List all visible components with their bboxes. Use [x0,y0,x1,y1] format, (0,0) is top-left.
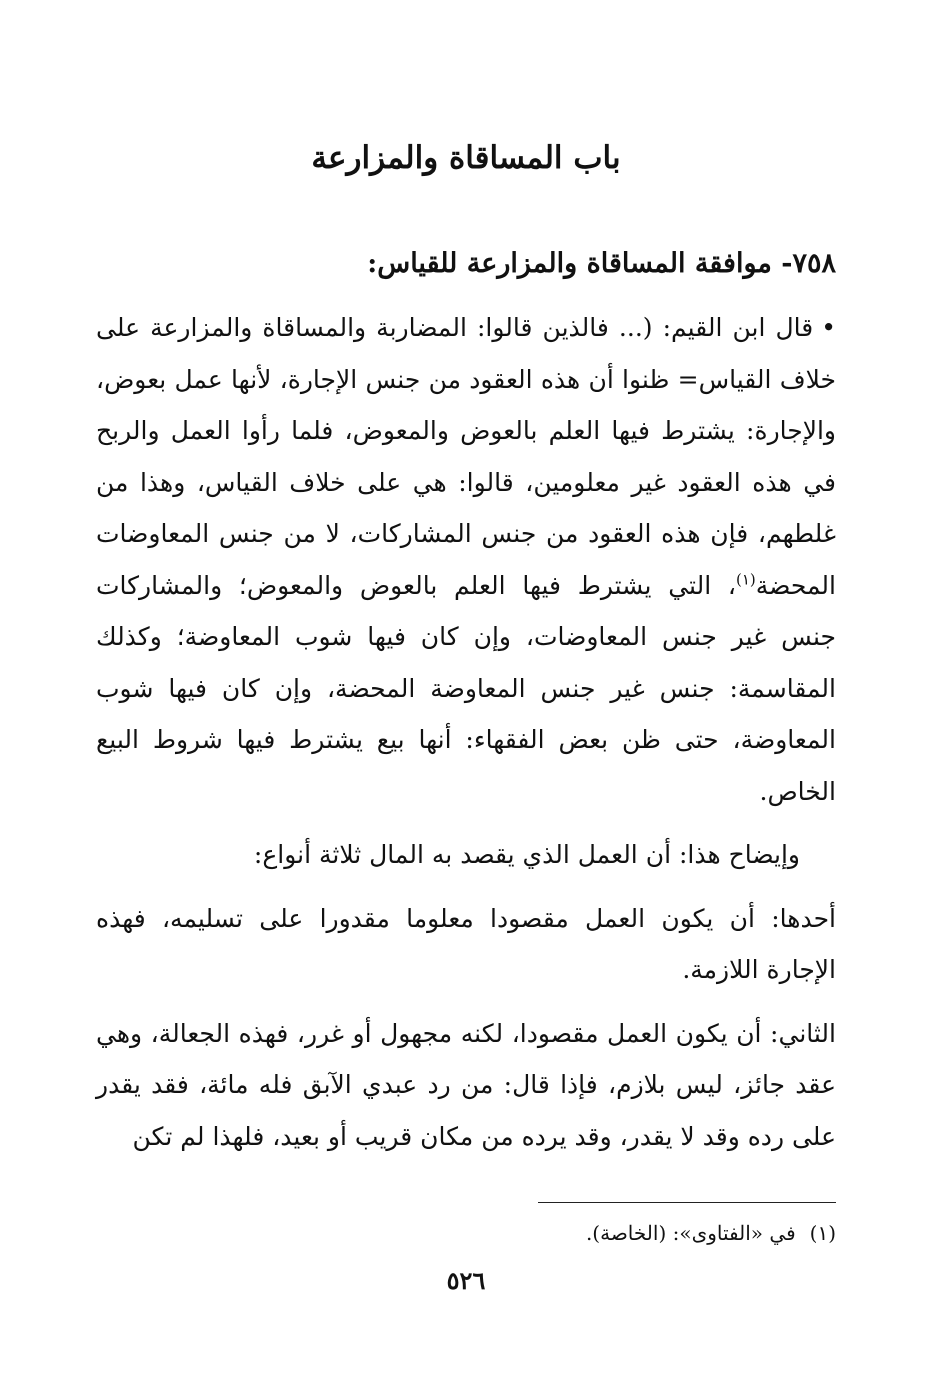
quote-text-part2: ، التي يشترط فيها العلم بالعوض والمعوض؛ والمشاركات جنس غير جنس المعاوضات، وإن كان فيها شوب المعاوضة؛ وكذلك المقاسمة: جنس غير جنس المعاوضة المحضة، وإن كان فيها شوب المعاوضة، حتى ظن بعض الفقهاء: أنها بيع يشترط فيها شروط البيع الخاص. [96,570,836,806]
footnote-text: في «الفتاوى»: (الخاصة). [585,1221,796,1245]
paragraph-type-one: أحدها: أن يكون العمل مقصودا معلوما مقدورا على تسليمه، فهذه الإجارة اللازمة. [96,903,836,984]
section-heading: ٧٥٨- موافقة المساقاة والمزارعة للقياس: [367,248,836,279]
footnote [96,1216,836,1250]
bullet-icon: • [821,313,836,342]
chapter-title: باب المساقاة والمزارعة [311,140,621,176]
page-number: ٥٢٦ [446,1266,486,1295]
footnote-number: (١) [809,1221,836,1245]
book-page [96,0,836,1388]
paragraph-type-two: الثاني: أن يكون العمل مقصودا، لكنه مجهول أو غرر، فهذه الجعالة، وهي عقد جائز، ليس بلازم، فإذا قال: من رد عبدي الآبق فله مائة، فقد يقدر على رده وقد لا يقدر، وقد يرده من مكان قريب أو بعيد، فلهذا لم تكن [96,1018,836,1151]
quote-text-part1: قال ابن القيم: (... فالذين قالوا: المضاربة والمساقاة والمزارعة على خلاف القياس= ظنوا أن هذه العقود من جنس الإجارة، لأنها عمل بعوض، والإجارة: يشترط فيها العلم بالعوض والمعوض، فلما رأوا العمل والربح في هذه العقود غير معلومين، قالوا: هي على خلاف القياس، وهذا من غلطهم، فإن هذه العقود من جنس المشاركات، لا من جنس المعاوضات المحضة [96,313,836,600]
paragraph-quote [96,302,836,817]
body-text [96,302,836,1162]
footnote-divider [538,1202,836,1203]
paragraph-explanation: وإيضاح هذا: أن العمل الذي يقصد به المال ثلاثة أنواع: [253,840,800,869]
footnote-reference[interactable]: (١) [735,570,756,589]
